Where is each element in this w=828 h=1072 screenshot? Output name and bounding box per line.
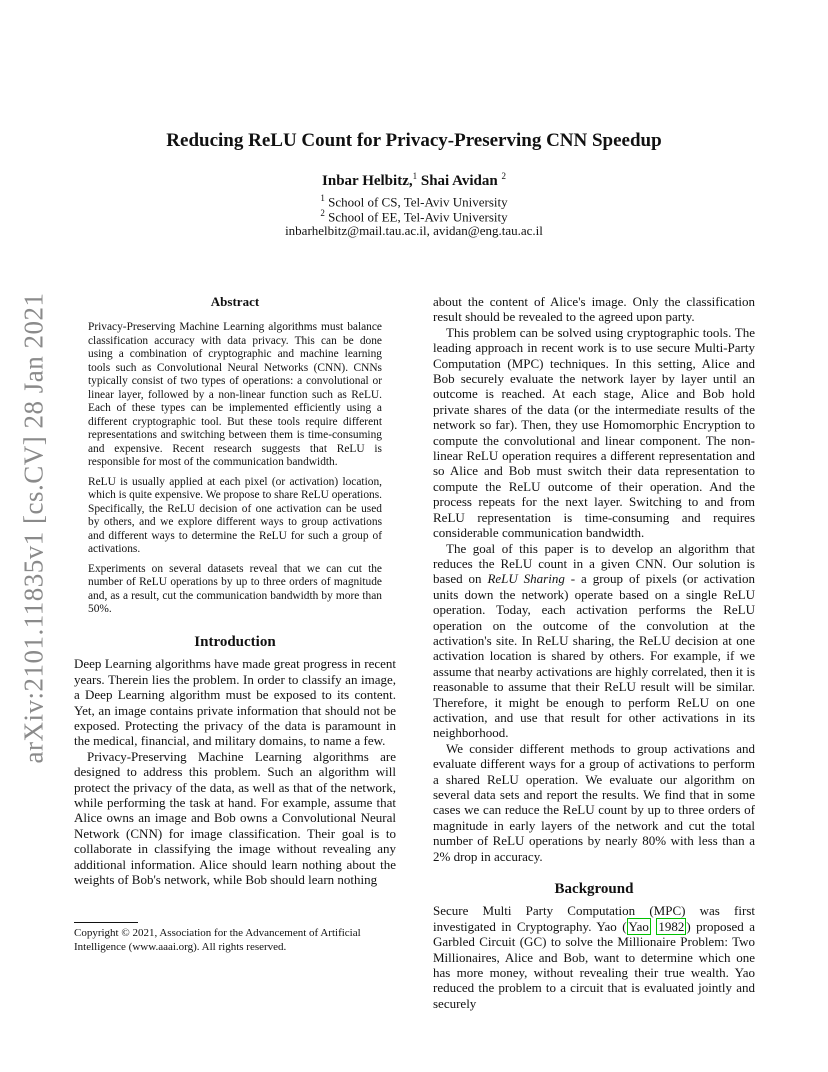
background-p1-pre: Secure Multi Party Computation (MPC) was first investigated in Cryptography. Yao (	[433, 903, 755, 934]
abstract-paragraph-1: Privacy-Preserving Machine Learning algorithms must balance classification accuracy with data privacy. This can be done using a combination of cryptographic and machine learning tools such as Convolutional Neural Networks (CNN). CNNs typically consist of two types of operations: a convolutional or linear layer, followed by a non-linear function such as ReLU. Each of these types can be implemented efficiently using a different cryptographic tool. But these tools require different representations and switching between them is time-consuming and expensive. Recent research suggests that ReLU is responsible for most of the communication bandwidth.	[88, 321, 382, 469]
author-1-affil-mark: 1	[412, 171, 418, 181]
author-line	[0, 171, 828, 190]
citation-link-author[interactable]: Yao	[628, 918, 649, 934]
background-paragraph-1	[433, 903, 755, 1011]
intro-paragraph-4	[433, 541, 755, 741]
intro-p4-pre: The goal of this paper is to develop an algorithm that reduces the ReLU count in a given CNN. Our solution is based on	[433, 540, 755, 587]
footnote-divider	[74, 922, 138, 923]
author-2: Shai Avidan	[420, 173, 498, 189]
affiliation-2-mark: 2	[320, 208, 325, 218]
affiliation-2-text: School of EE, Tel-Aviv University	[328, 209, 508, 225]
abstract-paragraph-3: Experiments on several datasets reveal that we can cut the number of ReLU operations by up to three orders of magnitude and, as a result, cut the communication bandwidth by more than 50%.	[88, 562, 382, 616]
background-heading: Background	[554, 881, 634, 898]
relu-sharing-term: ReLU Sharing	[487, 571, 565, 587]
left-column	[74, 294, 396, 887]
intro-paragraph-3: This problem can be solved using cryptographic tools. The leading approach in recent work is to use secure Multi-Party Computation (MPC) techniques. In this setting, Alice and Bob securely evaluate the network layer by layer until an outcome is reached. At each stage, Alice and Bob hold private shares of the data (or the intermediate results of the network so far). Then, they use Homomorphic Encryption to compute the convolutional and linear component. The non-linear ReLU operation requires a different representation and so Alice and Bob must switch their data representation to compute the ReLU outcome of their operation. And the process repeats for the next layer. Switching to and from ReLU representation is time-consuming and requires considerable communication bandwidth.	[433, 324, 755, 541]
copyright-footnote: Copyright © 2021, Association for the Advancement of Artificial Intelligence (www.aaai.org). All rights reserved.	[74, 927, 361, 953]
intro-paragraph-2-continued: about the content of Alice's image. Only the classification result should be revealed to the agreed upon party.	[433, 294, 755, 325]
intro-paragraph-5: We consider different methods to group activations and evaluate different ways for a group of activations to perform a shared ReLU operation. We evaluate our algorithm on several data sets and report the results. We find that in some cases we can reduce the ReLU count by up to three orders of magnitude in early layers of the network and cut the total number of ReLU operations by nearly 80% with less than a 2% drop in accuracy.	[433, 740, 755, 864]
intro-paragraph-2: Privacy-Preserving Machine Learning algorithms are designed to address this problem. Such an algorithm will protect the privacy of the data, as well as that of the network, while performing the task at hand. For example, assume that Alice owns an image and Bob owns a Convolutional Neural Network (CNN) for image classification. Their goal is to collaborate in classifying the image without revealing any additional information. Alice should learn nothing about the weights of Bob's network, while Bob should learn nothing	[74, 748, 396, 887]
background-p1-post: ) proposed a Garbled Circuit (GC) to solve the Millionaire Problem: Two Millionaires, Alice and Bob, want to determine which one has more money, without revealing their true wealth. Yao reduced the problem to a circuit that is evaluated jointly and securely	[433, 918, 756, 1011]
intro-paragraph-1: Deep Learning algorithms have made great progress in recent years. Therein lies the problem. In order to classify an image, a Deep Learning algorithm must be exposed to its content. Yet, an image contains private information that should not be exposed. Protecting the privacy of the data is paramount in the medical, financial, and military domains, to name a few.	[74, 656, 396, 749]
introduction-heading: Introduction	[194, 633, 276, 650]
intro-p4-post: - a group of pixels (or activation units down the network) operate based on a single ReLU operation. Today, each activation performs the ReLU operation on the outcome of the convolution at the activation's site. In ReLU sharing, the ReLU decision at one activation location is shared by others. For example, if we assume that nearby activations are highly correlated, then it is reasonable to assume that their ReLU result will be similar. Therefore, it might be enough to perform ReLU on one activation, and use that result for other activations in its neighborhood.	[433, 571, 755, 741]
author-2-affil-mark: 2	[501, 171, 506, 181]
right-column	[433, 294, 755, 1011]
affiliation-1-text: School of CS, Tel-Aviv University	[328, 194, 508, 210]
arxiv-stamp: arXiv:2101.11835v1 [cs.CV] 28 Jan 2021	[18, 292, 49, 764]
citation-link-year[interactable]: 1982	[658, 918, 685, 934]
author-1: Inbar Helbitz,	[322, 173, 413, 189]
affiliation-1-mark: 1	[320, 193, 325, 203]
author-emails: inbarhelbitz@mail.tau.ac.il, avidan@eng.tau.ac.il	[285, 223, 543, 238]
abstract-heading: Abstract	[210, 294, 260, 309]
abstract-paragraph-2: ReLU is usually applied at each pixel (or activation) location, which is quite expensive. We propose to share ReLU operations. Specifically, the ReLU decision of one activation can be used by others, and we explore different ways to group activations and different ways to determine the ReLU for such a group of activations.	[88, 475, 383, 556]
paper-title: Reducing ReLU Count for Privacy-Preserving CNN Speedup	[166, 130, 662, 151]
